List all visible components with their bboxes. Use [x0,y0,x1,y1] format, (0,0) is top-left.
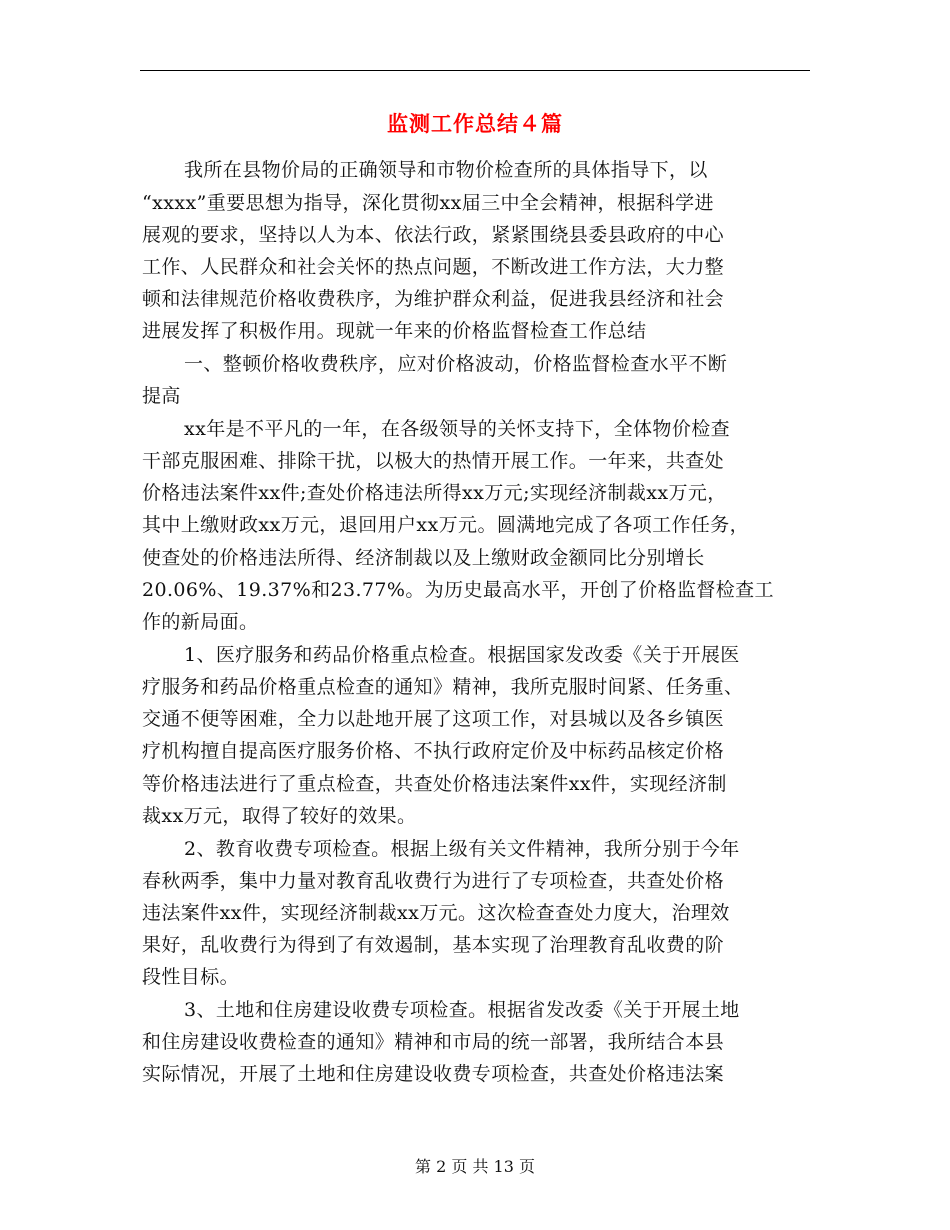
paragraph-line: 果好，乱收费行为得到了有效遏制，基本实现了治理教育乱收费的阶 [142,934,725,956]
paragraph-first-line: 1、医疗服务和药品价格重点检查。根据国家发改委《关于开展医 [184,644,740,666]
paragraph-line: 春秋两季，集中力量对教育乱收费行为进行了专项检查，共查处价格 [142,870,725,892]
paragraph-line: 20.06%、19.37%和23.77%。为历史最高水平，开创了价格监督检查工 [142,579,774,601]
paragraph-line: 工作、人民群众和社会关怀的热点问题，不断改进工作方法，大力整 [142,256,725,278]
paragraph-first-line: 2、教育收费专项检查。根据上级有关文件精神，我所分别于今年 [184,838,740,860]
paragraph-line: 实际情况，开展了土地和住房建设收费专项检查，共查处价格违法案 [142,1063,725,1085]
paragraph-line: 干部克服困难、排除干扰，以极大的热情开展工作。一年来，共查处 [142,450,725,472]
page-footer: 第 2 页 共 13 页 [415,1157,535,1176]
paragraph-line: 裁xx万元，取得了较好的效果。 [142,805,417,827]
paragraph-line: 进展发挥了积极作用。现就一年来的价格监督检查工作总结 [142,320,647,342]
paragraph-line: 使查处的价格违法所得、经济制裁以及上缴财政金额同比分别增长 [142,547,705,569]
paragraph-first-line: 一、整顿价格收费秩序，应对价格波动，价格监督检查水平不断 [184,353,728,375]
paragraph-line: 其中上缴财政xx万元，退回用户xx万元。圆满地完成了各项工作任务， [142,514,750,536]
paragraph-line: 展观的要求，坚持以人为本、依法行政，紧紧围绕县委县政府的中心 [142,224,725,246]
paragraph-first-line: xx年是不平凡的一年，在各级领导的关怀支持下，全体物价检查 [184,418,731,440]
paragraph-line: 价格违法案件xx件;查处价格违法所得xx万元;实现经济制裁xx万元， [142,482,727,504]
paragraph-line: 顿和法律规范价格收费秩序，为维护群众利益，促进我县经济和社会 [142,288,725,310]
document-title: 监测工作总结４篇 [387,112,563,136]
paragraph-line: 和住房建设收费检查的通知》精神和市局的统一部署，我所结合本县 [142,1031,725,1053]
paragraph-line: 疗机构擅自提高医疗服务价格、不执行政府定价及中标药品核定价格 [142,740,725,762]
paragraph-line: 等价格违法进行了重点检查，共查处价格违法案件xx件，实现经济制 [142,773,727,795]
paragraph-line: 交通不便等困难，全力以赴地开展了这项工作，对县城以及各乡镇医 [142,708,725,730]
paragraph-line: 提高 [142,385,181,407]
paragraph-line: 作的新局面。 [142,611,259,633]
header-rule [140,70,810,71]
paragraph-line: “xxxx”重要思想为指导，深化贯彻xx届三中全会精神，根据科学进 [142,192,714,214]
paragraph-line: 违法案件xx件，实现经济制裁xx万元。这次检查查处力度大，治理效 [142,902,730,924]
paragraph-first-line: 3、土地和住房建设收费专项检查。根据省发改委《关于开展土地 [184,999,740,1021]
paragraph-first-line: 我所在县物价局的正确领导和市物价检查所的具体指导下，以 [184,159,708,181]
paragraph-line: 疗服务和药品价格重点检查的通知》精神，我所克服时间紧、任务重、 [142,676,744,698]
paragraph-line: 段性目标。 [142,966,240,988]
